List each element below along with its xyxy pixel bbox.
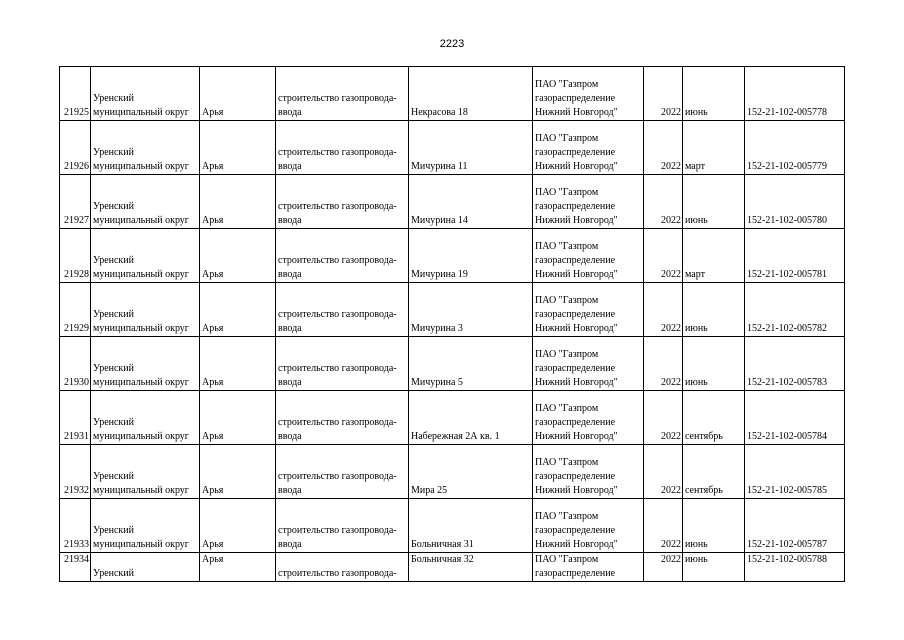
org-line: газораспределение [535, 147, 616, 158]
org-line: газораспределение [535, 255, 616, 266]
work-type-cell [276, 175, 409, 229]
code-cell: 152-21-102-005780 [745, 175, 845, 229]
address-cell: Мичурина 14 [409, 175, 533, 229]
district-line: Уренский [93, 201, 134, 212]
locality-cell: Арья [200, 499, 276, 553]
work-line: ввода [278, 431, 302, 442]
work-type-cell [276, 229, 409, 283]
locality-cell: Арья [200, 553, 276, 582]
month-cell: март [683, 121, 745, 175]
row-number: 21933 [60, 499, 91, 553]
row-number: 21931 [60, 391, 91, 445]
locality-cell: Арья [200, 121, 276, 175]
table-row [60, 391, 845, 445]
work-type-cell [276, 553, 409, 582]
organization-cell [533, 121, 644, 175]
org-line: Нижний Новгород" [535, 377, 618, 388]
org-line: Нижний Новгород" [535, 539, 618, 550]
district-line: Уренский [93, 147, 134, 158]
table-row [60, 67, 845, 121]
org-line: ПАО "Газпром [535, 554, 599, 565]
district-cell [91, 175, 200, 229]
gas-pipeline-table [59, 66, 845, 582]
code-cell: 152-21-102-005783 [745, 337, 845, 391]
district-line: муниципальный округ [93, 539, 189, 550]
district-cell [91, 229, 200, 283]
district-line: муниципальный округ [93, 377, 189, 388]
table-row [60, 175, 845, 229]
address-cell: Мичурина 3 [409, 283, 533, 337]
org-line: газораспределение [535, 93, 616, 104]
code-cell: 152-21-102-005785 [745, 445, 845, 499]
org-line: ПАО "Газпром [535, 241, 599, 252]
locality-cell: Арья [200, 229, 276, 283]
district-line: муниципальный округ [93, 269, 189, 280]
org-line: Нижний Новгород" [535, 161, 618, 172]
year-cell: 2022 [644, 499, 683, 553]
org-line: Нижний Новгород" [535, 269, 618, 280]
work-line: строительство газопровода- [278, 363, 397, 374]
work-line: ввода [278, 485, 302, 496]
org-line: Нижний Новгород" [535, 323, 618, 334]
year-cell: 2022 [644, 283, 683, 337]
org-line: газораспределение [535, 201, 616, 212]
month-cell: июнь [683, 337, 745, 391]
work-line: строительство газопровода- [278, 255, 397, 266]
work-line: ввода [278, 215, 302, 226]
org-line: ПАО "Газпром [535, 349, 599, 360]
month-cell: сентябрь [683, 391, 745, 445]
district-line: муниципальный округ [93, 485, 189, 496]
district-line: Уренский [93, 309, 134, 320]
district-cell [91, 67, 200, 121]
district-line: муниципальный округ [93, 323, 189, 334]
address-cell: Некрасова 18 [409, 67, 533, 121]
org-line: газораспределение [535, 417, 616, 428]
work-line: ввода [278, 107, 302, 118]
table-row [60, 553, 845, 582]
locality-cell: Арья [200, 175, 276, 229]
org-line: газораспределение [535, 309, 616, 320]
district-cell [91, 445, 200, 499]
org-line: газораспределение [535, 471, 616, 482]
district-cell [91, 499, 200, 553]
work-type-cell [276, 337, 409, 391]
work-line: строительство газопровода- [278, 568, 397, 579]
district-line: муниципальный округ [93, 107, 189, 118]
table-row [60, 445, 845, 499]
month-cell: март [683, 229, 745, 283]
district-line: Уренский [93, 255, 134, 266]
work-line: строительство газопровода- [278, 93, 397, 104]
org-line: ПАО "Газпром [535, 403, 599, 414]
org-line: Нижний Новгород" [535, 107, 618, 118]
org-line: Нижний Новгород" [535, 431, 618, 442]
work-line: строительство газопровода- [278, 201, 397, 212]
district-line: муниципальный округ [93, 161, 189, 172]
work-line: ввода [278, 161, 302, 172]
work-line: ввода [278, 269, 302, 280]
year-cell: 2022 [644, 445, 683, 499]
address-cell: Набережная 2А кв. 1 [409, 391, 533, 445]
year-cell: 2022 [644, 121, 683, 175]
organization-cell [533, 499, 644, 553]
year-cell: 2022 [644, 553, 683, 582]
org-line: газораспределение [535, 363, 616, 374]
address-cell: Больничная 32 [409, 553, 533, 582]
org-line: ПАО "Газпром [535, 187, 599, 198]
work-line: строительство газопровода- [278, 147, 397, 158]
month-cell: июнь [683, 283, 745, 337]
address-cell: Мира 25 [409, 445, 533, 499]
row-number: 21926 [60, 121, 91, 175]
row-number: 21929 [60, 283, 91, 337]
month-cell: июнь [683, 175, 745, 229]
code-cell: 152-21-102-005784 [745, 391, 845, 445]
district-line: Уренский [93, 471, 134, 482]
district-cell [91, 283, 200, 337]
organization-cell [533, 67, 644, 121]
row-number: 21928 [60, 229, 91, 283]
work-line: строительство газопровода- [278, 525, 397, 536]
org-line: ПАО "Газпром [535, 133, 599, 144]
work-line: строительство газопровода- [278, 471, 397, 482]
code-cell: 152-21-102-005787 [745, 499, 845, 553]
org-line: Нижний Новгород" [535, 485, 618, 496]
org-line: ПАО "Газпром [535, 511, 599, 522]
district-line: муниципальный округ [93, 431, 189, 442]
org-line: ПАО "Газпром [535, 457, 599, 468]
address-cell: Мичурина 5 [409, 337, 533, 391]
row-number: 21932 [60, 445, 91, 499]
work-line: ввода [278, 539, 302, 550]
month-cell: июнь [683, 67, 745, 121]
district-line: муниципальный округ [93, 215, 189, 226]
district-line: Уренский [93, 93, 134, 104]
year-cell: 2022 [644, 337, 683, 391]
month-cell: июнь [683, 553, 745, 582]
address-cell: Больничная 31 [409, 499, 533, 553]
work-line: ввода [278, 323, 302, 334]
work-type-cell [276, 283, 409, 337]
org-line: газораспределение [535, 525, 616, 536]
row-number: 21934 [60, 553, 91, 582]
row-number: 21925 [60, 67, 91, 121]
year-cell: 2022 [644, 229, 683, 283]
year-cell: 2022 [644, 175, 683, 229]
table-row [60, 121, 845, 175]
row-number: 21930 [60, 337, 91, 391]
organization-cell [533, 283, 644, 337]
locality-cell: Арья [200, 67, 276, 121]
year-cell: 2022 [644, 391, 683, 445]
year-cell: 2022 [644, 67, 683, 121]
work-line: ввода [278, 377, 302, 388]
district-line: Уренский [93, 417, 134, 428]
work-line: строительство газопровода- [278, 417, 397, 428]
org-line: Нижний Новгород" [535, 215, 618, 226]
org-line: газораспределение [535, 568, 616, 579]
organization-cell [533, 229, 644, 283]
district-cell [91, 391, 200, 445]
district-line: Уренский [93, 525, 134, 536]
code-cell: 152-21-102-005779 [745, 121, 845, 175]
table-row [60, 229, 845, 283]
organization-cell [533, 175, 644, 229]
address-cell: Мичурина 19 [409, 229, 533, 283]
district-cell [91, 337, 200, 391]
organization-cell [533, 391, 644, 445]
table-row [60, 499, 845, 553]
locality-cell: Арья [200, 445, 276, 499]
district-line: Уренский [93, 363, 134, 374]
work-type-cell [276, 499, 409, 553]
code-cell: 152-21-102-005781 [745, 229, 845, 283]
work-line: строительство газопровода- [278, 309, 397, 320]
code-cell: 152-21-102-005778 [745, 67, 845, 121]
organization-cell [533, 553, 644, 582]
organization-cell [533, 337, 644, 391]
district-cell [91, 553, 200, 582]
locality-cell: Арья [200, 337, 276, 391]
code-cell: 152-21-102-005788 [745, 553, 845, 582]
org-line: ПАО "Газпром [535, 295, 599, 306]
row-number: 21927 [60, 175, 91, 229]
table-row [60, 283, 845, 337]
work-type-cell [276, 391, 409, 445]
month-cell: июнь [683, 499, 745, 553]
org-line: ПАО "Газпром [535, 79, 599, 90]
locality-cell: Арья [200, 391, 276, 445]
table-row [60, 337, 845, 391]
district-line: Уренский [93, 568, 134, 579]
page-number: 2223 [439, 38, 465, 50]
organization-cell [533, 445, 644, 499]
work-type-cell [276, 121, 409, 175]
work-type-cell [276, 67, 409, 121]
code-cell: 152-21-102-005782 [745, 283, 845, 337]
district-cell [91, 121, 200, 175]
month-cell: сентябрь [683, 445, 745, 499]
address-cell: Мичурина 11 [409, 121, 533, 175]
locality-cell: Арья [200, 283, 276, 337]
work-type-cell [276, 445, 409, 499]
